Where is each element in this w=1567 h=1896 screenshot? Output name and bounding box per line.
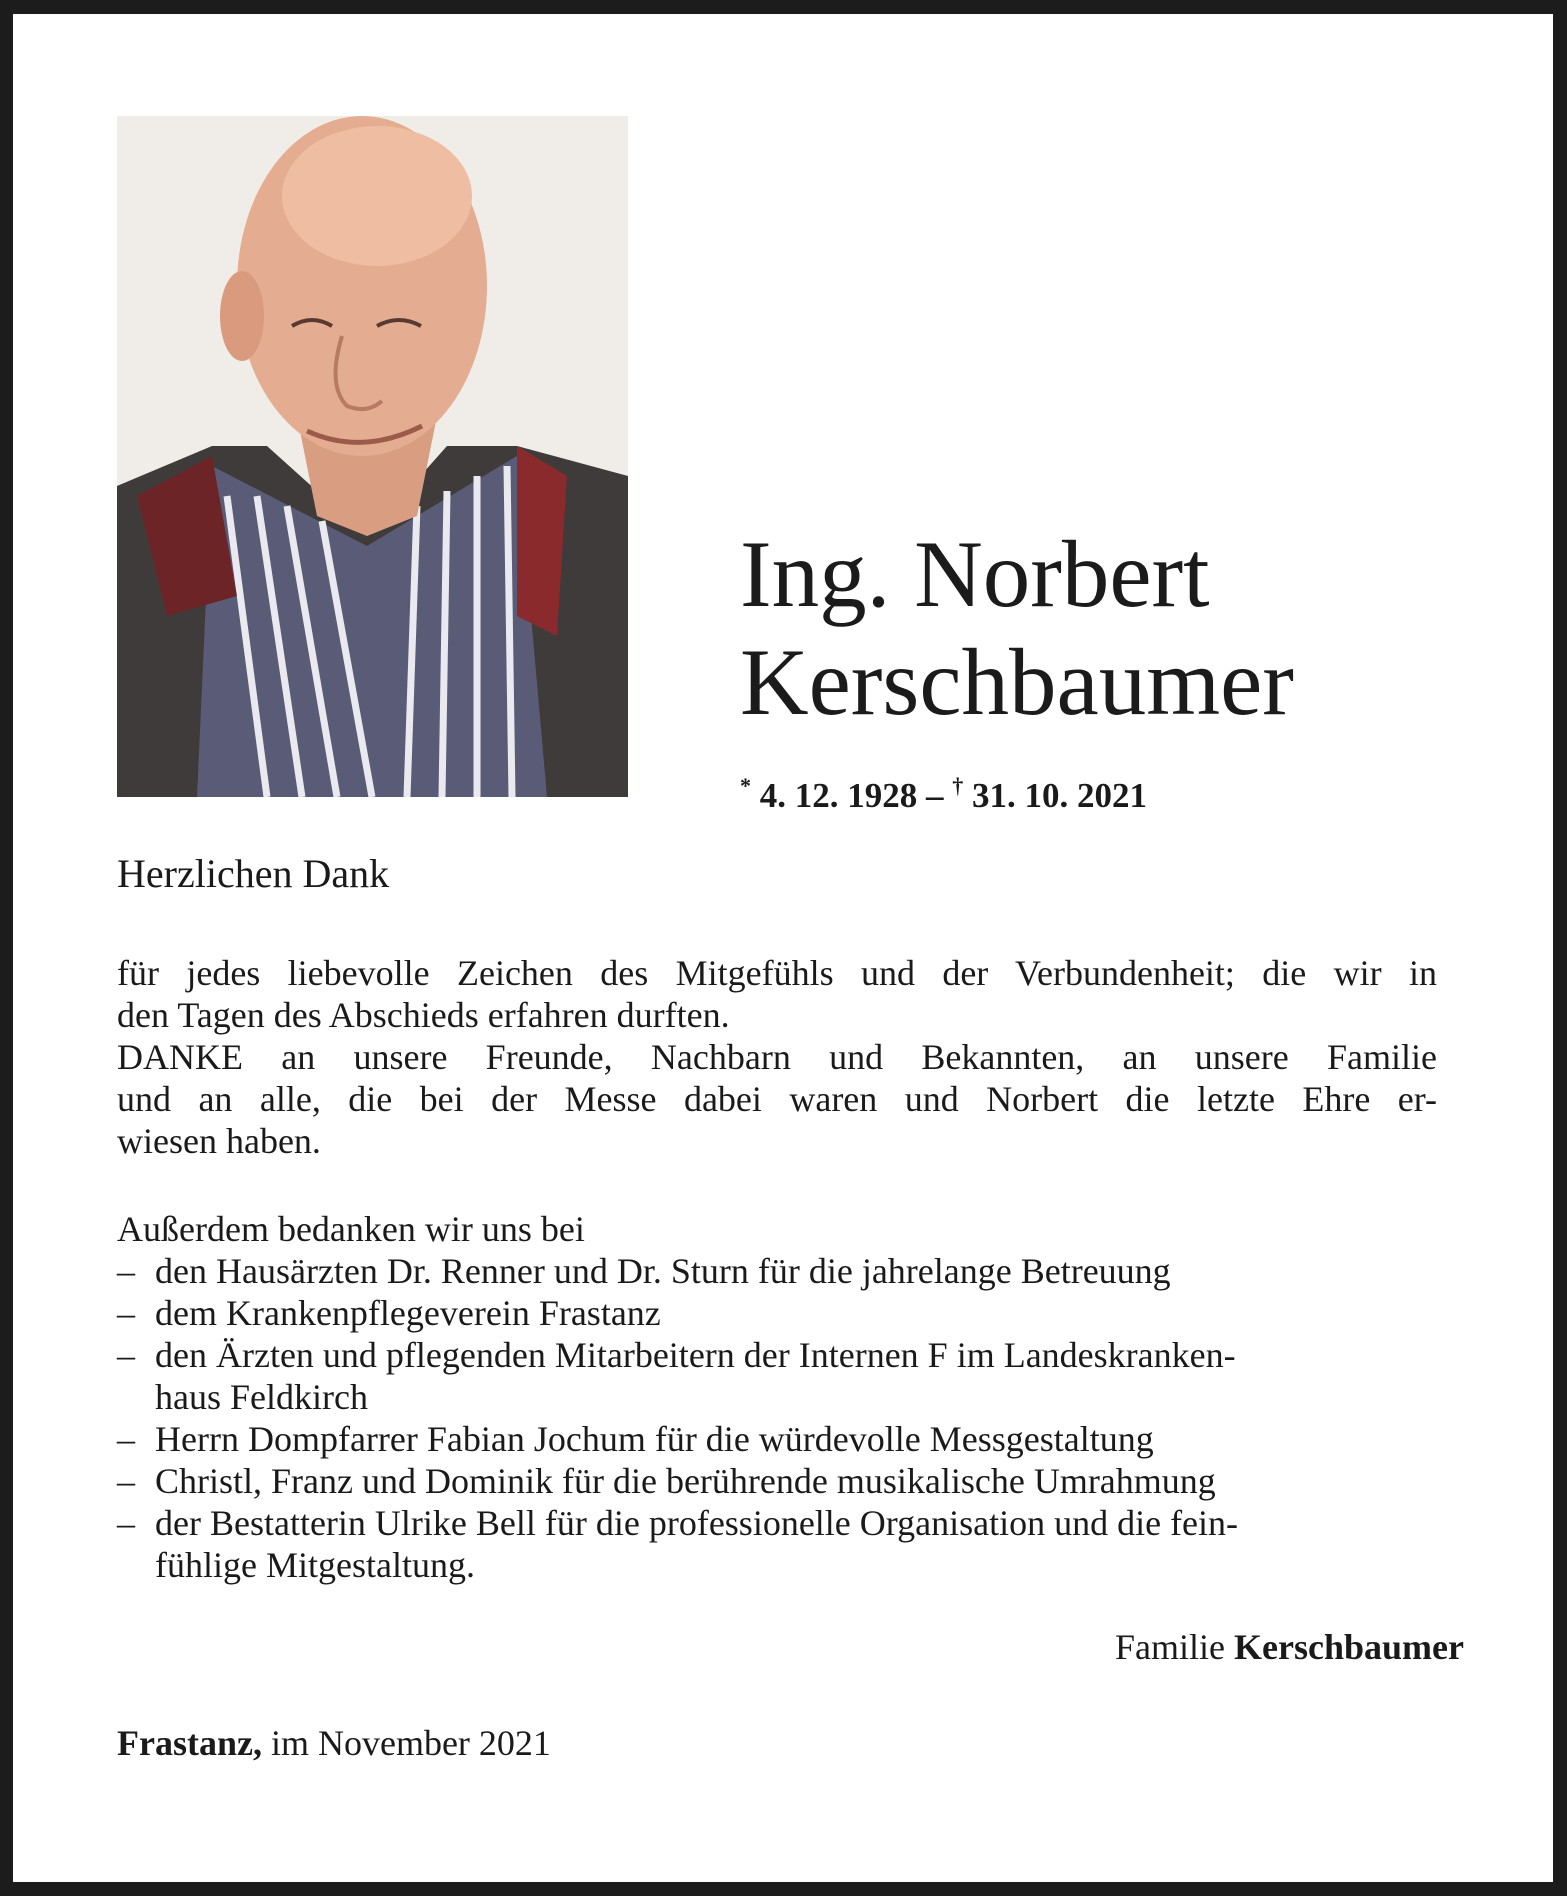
- thanks-list: [117, 1250, 1437, 1586]
- list-dash: –: [117, 1251, 135, 1291]
- list-item: [117, 1418, 1437, 1460]
- list-item-text: fühlige Mitgestaltung.: [155, 1545, 475, 1585]
- name-line-2: Kerschbaumer: [740, 629, 1294, 735]
- paragraph-line: den Tagen des Abschieds erfahren durften.: [117, 995, 730, 1035]
- deceased-name: [740, 520, 1294, 736]
- place-date-text: im November 2021: [270, 1723, 551, 1763]
- list-dash: –: [117, 1461, 135, 1501]
- list-item: [117, 1502, 1437, 1586]
- place-date: [117, 1722, 551, 1764]
- birth-date: 4. 12. 1928: [759, 776, 918, 815]
- thanks-intro: Außerdem bedanken wir uns bei: [117, 1209, 585, 1249]
- list-dash: –: [117, 1293, 135, 1333]
- list-item: [117, 1334, 1437, 1418]
- birth-symbol: *: [740, 773, 751, 798]
- paragraph-line: und an alle, die bei der Messe dabei waren und Norbert die letzte Ehre er-: [117, 1079, 1437, 1119]
- portrait-illustration: [117, 116, 628, 797]
- signature: [1115, 1626, 1464, 1668]
- list-item-text: dem Krankenpflegeverein Frastanz: [155, 1293, 661, 1333]
- death-symbol: †: [952, 773, 964, 798]
- life-dates: [740, 773, 1147, 816]
- list-dash: –: [117, 1419, 135, 1459]
- list-dash: –: [117, 1335, 135, 1375]
- list-item: [117, 1250, 1437, 1292]
- thanks-paragraph: [117, 952, 1437, 1162]
- list-item: [117, 1460, 1437, 1502]
- paragraph-line: wiesen haben.: [117, 1121, 321, 1161]
- list-item-text: Christl, Franz und Dominik für die berührende musikalische Umrahmung: [155, 1461, 1216, 1501]
- thanks-heading: Herzlichen Dank: [117, 851, 390, 896]
- list-item-text: den Ärzten und pflegenden Mitarbeitern der Internen F im Landeskranken-: [155, 1335, 1236, 1375]
- list-item-text: haus Feldkirch: [155, 1377, 368, 1417]
- signature-family: Kerschbaumer: [1234, 1627, 1464, 1667]
- paragraph-line: DANKE an unsere Freunde, Nachbarn und Bekannten, an unsere Familie: [117, 1037, 1437, 1077]
- list-item-text: Herrn Dompfarrer Fabian Jochum für die würdevolle Messgestaltung: [155, 1419, 1154, 1459]
- list-item: [117, 1292, 1437, 1334]
- death-date: 31. 10. 2021: [972, 776, 1147, 815]
- list-item-text: den Hausärzten Dr. Renner und Dr. Sturn für die jahrelange Betreuung: [155, 1251, 1171, 1291]
- list-item-text: der Bestatterin Ulrike Bell für die professionelle Organisation und die fein-: [155, 1503, 1239, 1543]
- paragraph-line: für jedes liebevolle Zeichen des Mitgefühls und der Verbundenheit; die wir in: [117, 953, 1437, 993]
- signature-prefix: Familie: [1115, 1627, 1226, 1667]
- list-dash: –: [117, 1503, 135, 1543]
- name-line-1: Ing. Norbert: [740, 521, 1210, 627]
- date-separator: –: [926, 776, 944, 815]
- place-town: Frastanz,: [117, 1723, 262, 1763]
- portrait-photo: [117, 116, 628, 797]
